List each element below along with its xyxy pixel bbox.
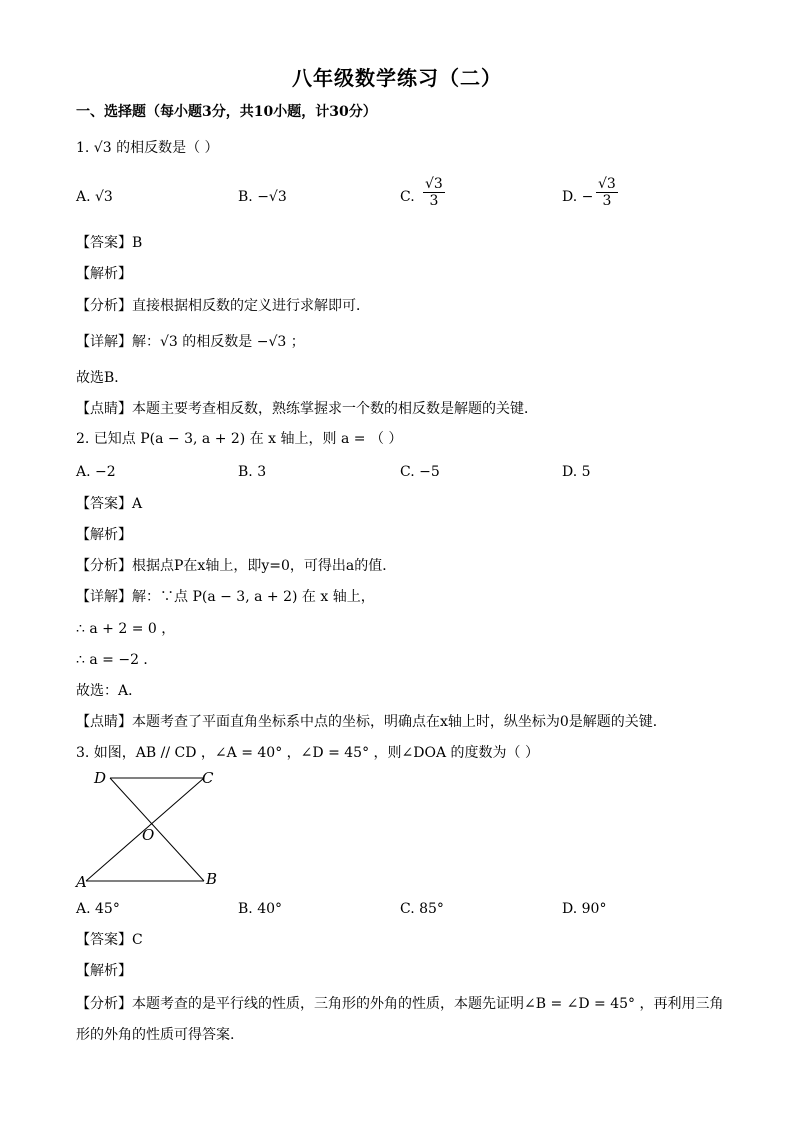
q3-option-d: D. 90° xyxy=(562,901,607,917)
segment-db xyxy=(110,778,204,881)
q2-stem: 2. 已知点 P(a − 3, a + 2) 在 x 轴上，则 a = （ ） xyxy=(76,431,403,447)
q2-detail: 【详解】解：∵点 P(a − 3, a + 2) 在 x 轴上， xyxy=(76,589,375,605)
q1-detail: 【详解】解：√3 的相反数是 −√3 ； xyxy=(76,334,305,350)
q3-option-b: B. 40° xyxy=(238,901,283,917)
q2-answer: 【答案】A xyxy=(76,496,143,512)
q1-option-d-fraction xyxy=(596,176,618,209)
q1-option-b: B. −√3 xyxy=(238,189,287,205)
page-title: 八年级数学练习（二） xyxy=(292,66,502,90)
q2-option-a: A. −2 xyxy=(76,464,116,480)
q2-option-c: C. −5 xyxy=(400,464,440,480)
section-header: 一、选择题（每小题3分，共10小题，计30分） xyxy=(76,104,377,120)
q2-choose: 故选：A． xyxy=(76,683,143,699)
q1-choose: 故选B． xyxy=(76,370,129,386)
q1-option-d-numerator: √3 xyxy=(598,176,616,192)
q1-option-d-denominator: 3 xyxy=(602,193,612,209)
q1-option-c-numerator: √3 xyxy=(425,176,443,192)
label-a: A xyxy=(76,873,87,891)
q1-option-c-denominator: 3 xyxy=(429,193,439,209)
q1-option-c-prefix: C. xyxy=(400,189,415,205)
q3-option-a: A. 45° xyxy=(76,901,120,917)
q1-analysis: 【分析】直接根据相反数的定义进行求解即可． xyxy=(76,298,370,314)
q2-analysis: 【分析】根据点P在x轴上，即y=0，可得出a的值． xyxy=(76,558,397,574)
q2-step2: ∴ a = −2 ． xyxy=(76,652,158,668)
q3-analysis-line2: 形的外角的性质可得答案. xyxy=(76,1027,235,1043)
label-c: C xyxy=(202,769,214,787)
label-d: D xyxy=(94,769,107,787)
q3-stem: 3. 如图，AB // CD ，∠A = 40° ，∠D = 45° ，则∠DOA 的度数为（ ） xyxy=(76,745,539,761)
q1-analysis-head: 【解析】 xyxy=(76,266,132,282)
q1-stem: 1. √3 的相反数是（ ） xyxy=(76,140,219,156)
q3-analysis-head: 【解析】 xyxy=(76,963,132,979)
q3-option-c: C. 85° xyxy=(400,901,444,917)
q2-step1: ∴ a + 2 = 0 ， xyxy=(76,621,176,637)
label-b: B xyxy=(206,870,218,888)
q1-option-d-prefix: D. − xyxy=(562,189,594,205)
q2-remark: 【点睛】本题考查了平面直角坐标系中点的坐标，明确点在x轴上时，纵坐标为0是解题的关键． xyxy=(76,714,667,730)
q1-option-a: A. √3 xyxy=(76,189,113,205)
q1-option-c-fraction xyxy=(423,176,445,209)
q1-remark: 【点睛】本题主要考查相反数，熟练掌握求一个数的相反数是解题的关键． xyxy=(76,401,538,417)
q3-figure xyxy=(70,766,230,892)
q2-option-d: D. 5 xyxy=(562,464,591,480)
q1-answer: 【答案】B xyxy=(76,235,143,251)
q2-analysis-head: 【解析】 xyxy=(76,527,132,543)
q3-answer: 【答案】C xyxy=(76,932,143,948)
q3-analysis-line1: 【分析】本题考查的是平行线的性质，三角形的外角的性质，本题先证明∠B = ∠D = 45° ，再利用三角 xyxy=(76,996,724,1012)
label-o: O xyxy=(142,826,155,844)
q2-option-b: B. 3 xyxy=(238,464,267,480)
